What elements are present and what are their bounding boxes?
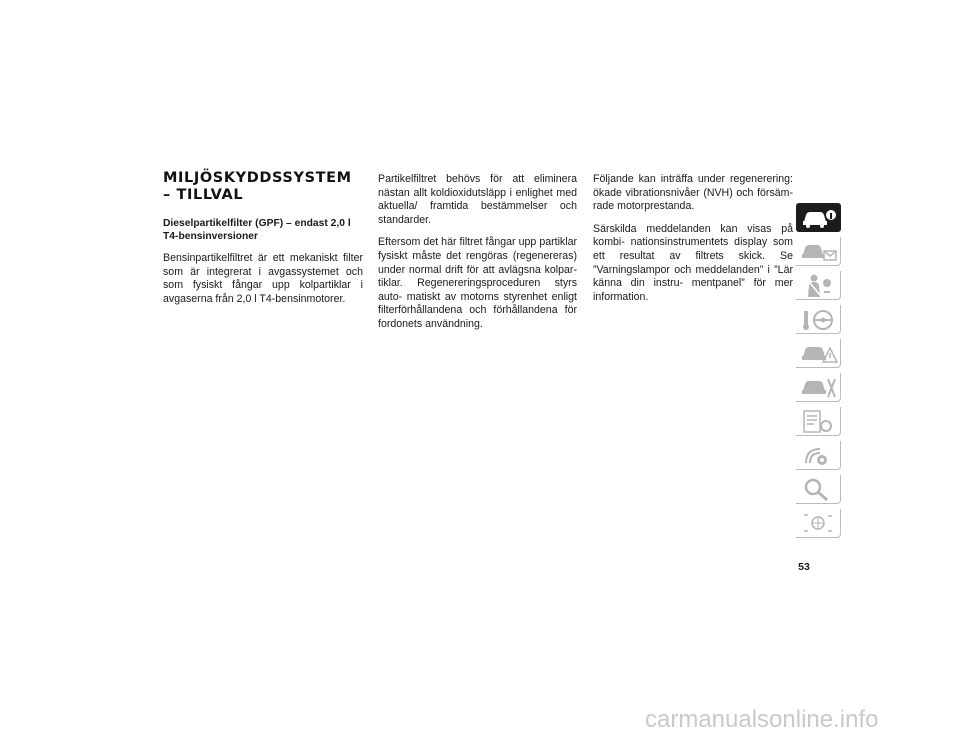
watermark: carmanualsonline.info	[645, 706, 879, 733]
tab-specifications[interactable]	[796, 407, 841, 436]
car-message-icon	[800, 239, 838, 264]
subheading: Dieselpartikelfilter (GPF) – endast 2,0 l T4-bensinversioner	[163, 218, 351, 242]
chapter-tabs	[796, 203, 842, 543]
paragraph: Bensinpartikelfiltret är ett mekaniskt filter som är integrerat i avgassystemet och som fysiskt fångar upp kolpartiklar i avgaserna från 2,0 l T4-bensinmotorer.	[163, 252, 363, 305]
tab-car-message[interactable]	[796, 237, 841, 266]
tab-seatbelt[interactable]	[796, 271, 841, 300]
paragraph: Partikelfiltret behövs för att eliminera nästan allt koldioxidutsläpp i enlighet med aktuella/ framtida bestämmelser och standarder.	[378, 173, 577, 226]
specifications-icon	[800, 409, 838, 434]
seatbelt-icon	[800, 273, 838, 298]
paragraph: Eftersom det här filtret fångar upp partiklar fysiskt måste det rengöras (regenereras) under normal drift för att avlägsna kolpar- tiklar. Regenereringsproceduren styrs auto- matiskt av motorns styrenhet enligt filterförhållandena och förhållandena för fordonets användning.	[378, 236, 577, 330]
tab-car-warning[interactable]	[796, 339, 841, 368]
tab-language[interactable]	[796, 509, 841, 538]
tab-car-service[interactable]	[796, 373, 841, 402]
multimedia-icon	[800, 443, 838, 468]
car-service-icon	[800, 375, 838, 400]
page-number: 53	[798, 561, 810, 573]
tab-steering[interactable]	[796, 305, 841, 334]
section-title: MILJÖSKYDDSSYSTEM – TILLVAL	[163, 170, 352, 203]
column-3	[593, 173, 793, 313]
car-warning-icon	[800, 341, 838, 366]
paragraph: Särskilda meddelanden kan visas på kombi- nationsinstrumentets display som ett resultat av filtrets skick. Se ”Varningslampor och meddelanden” i ”Lär känna din instru- mentpanel” för mer information.	[593, 222, 793, 303]
search-icon	[800, 477, 838, 502]
tab-search[interactable]	[796, 475, 841, 504]
tab-car-info[interactable]	[796, 203, 841, 232]
tab-multimedia[interactable]	[796, 441, 841, 470]
steering-wheel-icon	[800, 307, 838, 332]
column-2	[378, 173, 577, 341]
car-info-icon	[800, 205, 838, 230]
column-1	[163, 170, 363, 315]
paragraph: Följande kan inträffa under regenerering: ökade vibrationsnivåer (NVH) och försäm- rade motorprestanda.	[593, 173, 793, 213]
language-icon	[800, 511, 838, 536]
